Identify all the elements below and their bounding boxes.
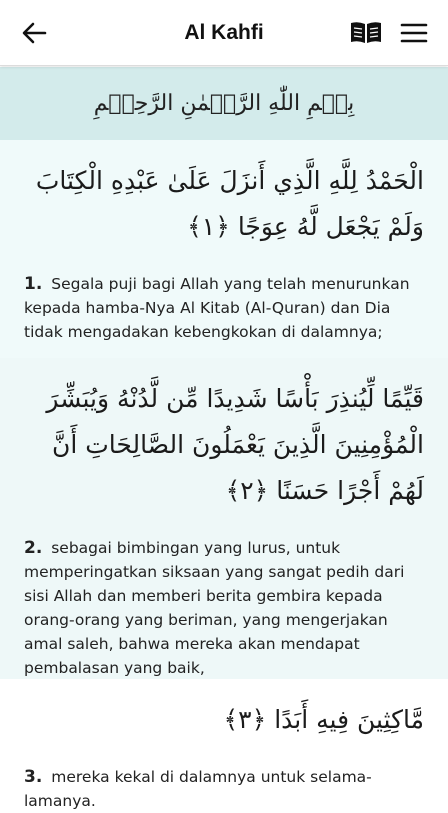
verse-item[interactable] xyxy=(0,140,448,358)
open-book-icon xyxy=(349,20,383,46)
hamburger-menu-icon xyxy=(401,22,427,44)
verse-number: 3. xyxy=(24,767,43,787)
verse-number: 2. xyxy=(24,538,43,558)
menu-button[interactable] xyxy=(394,14,434,52)
verse-number: 1. xyxy=(24,274,43,294)
arrow-left-icon xyxy=(21,21,47,45)
page-title: Al Kahfi xyxy=(184,21,264,44)
verse-arabic: قَيِّمًا لِّيُنذِرَ بَأْسًا شَدِيدًا مِّن لَّدُنْهُ وَيُبَشِّرَ الْمُؤْمِنِينَ الَّذِينَ يَعْمَلُونَ الصَّالِحَاتِ أَنَّ لَهُمْ أَجْرًا حَسَنًا ﴿٢﴾ xyxy=(46,384,424,505)
verse-arabic: مَّاكِثِينَ فِيهِ أَبَدًا ﴿٣﴾ xyxy=(223,705,424,734)
verse-translation xyxy=(24,765,424,813)
verse-translation xyxy=(24,536,424,680)
verse-item[interactable] xyxy=(0,358,448,679)
app-bar xyxy=(0,0,448,66)
back-button[interactable] xyxy=(14,14,54,52)
verse-translation-text: Segala puji bagi Allah yang telah menurunkan kepada hamba-Nya Al Kitab (Al-Quran) dan Dia tidak mengadakan kebengkokan di dalamnya; xyxy=(24,275,410,341)
verse-arabic: الْحَمْدُ لِلَّهِ الَّذِي أَنزَلَ عَلَىٰ عَبْدِهِ الْكِتَابَ وَلَمْ يَجْعَل لَّهُ عِوَجًا ﴿١﴾ xyxy=(35,166,424,241)
verse-translation xyxy=(24,272,424,344)
verse-translation-text: sebagai bimbingan yang lurus, untuk memperingatkan siksaan yang sangat pedih dari sisi Allah dan memberi berita gembira kepada orang-orang yang beriman, yang mengerjakan amal saleh, bahwa mereka akan mendapat pembalasan yang baik, xyxy=(24,539,405,677)
verse-translation-text: mereka kekal di dalamnya untuk selama-lamanya. xyxy=(24,768,372,810)
read-mode-button[interactable] xyxy=(346,14,386,52)
verse-list[interactable] xyxy=(0,67,448,810)
verse-item[interactable] xyxy=(0,679,448,809)
basmala: بِسۡمِ اللّٰهِ الرَّحۡمٰنِ الرَّحِيۡمِ xyxy=(0,67,448,140)
